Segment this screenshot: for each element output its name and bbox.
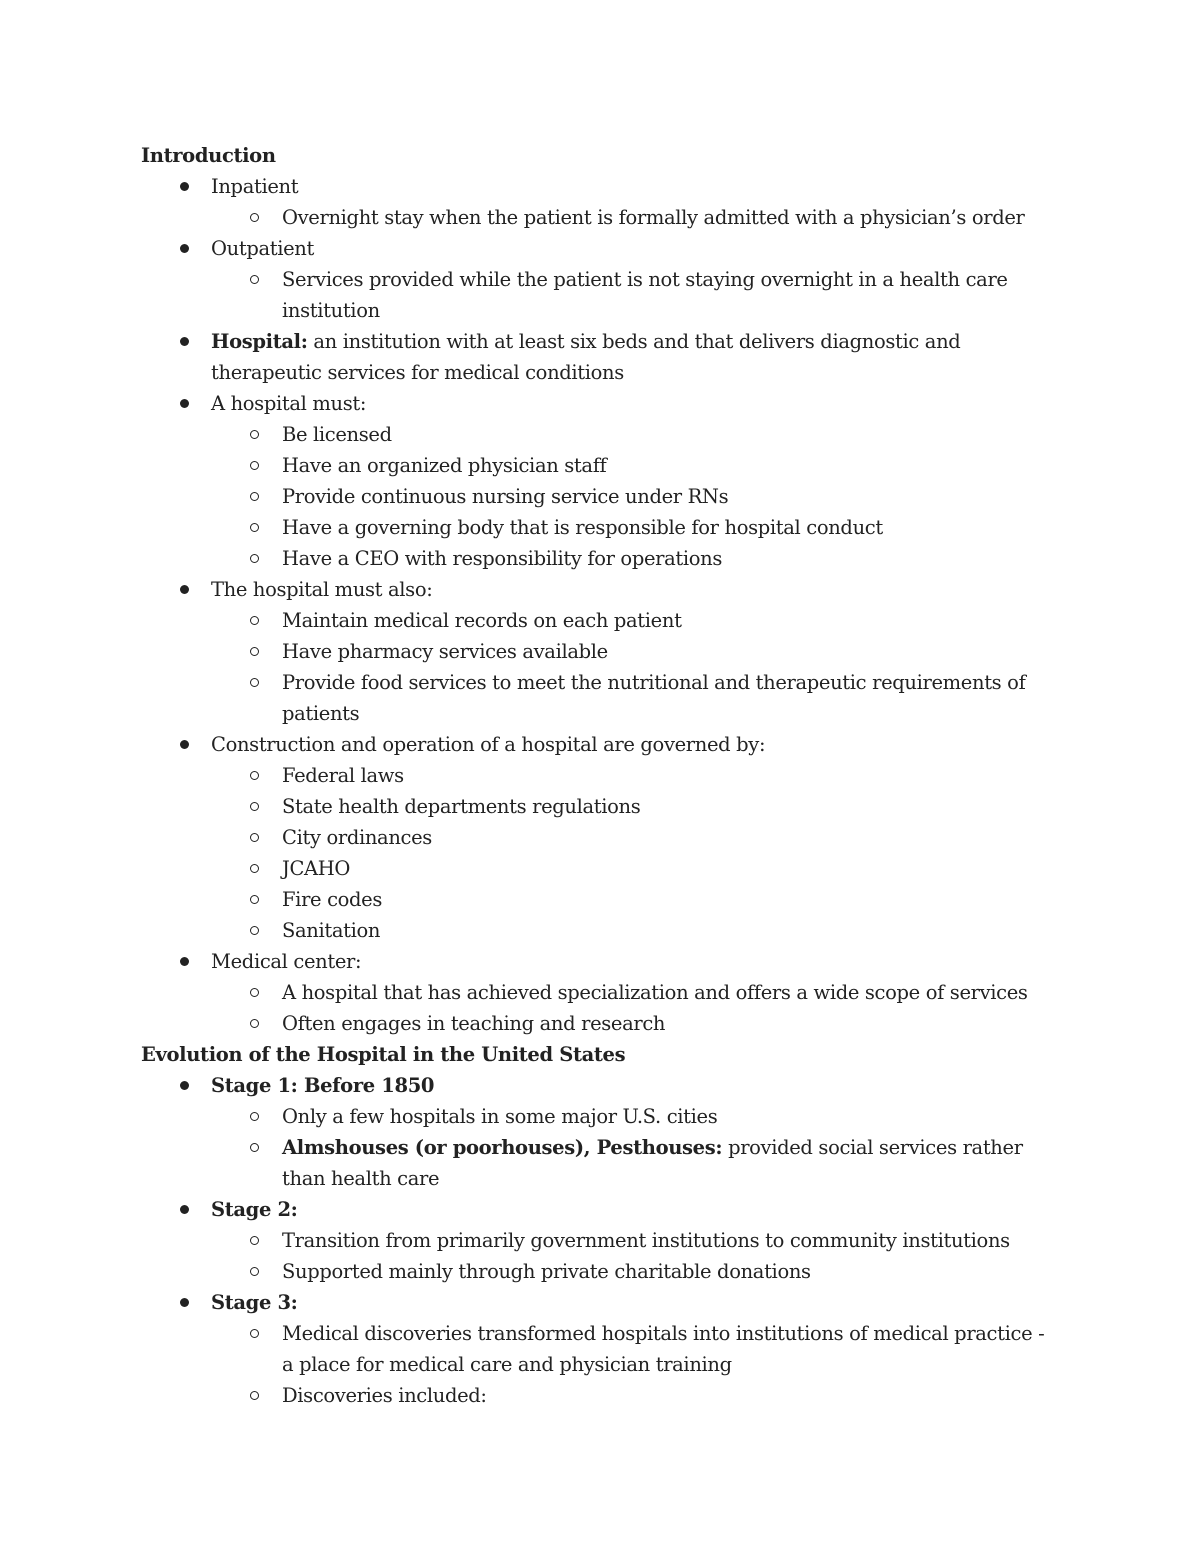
sub-list-item (211, 481, 1061, 512)
list-item (141, 233, 1061, 326)
list-item-text (211, 388, 1061, 419)
list-item-text (211, 1194, 1061, 1225)
sub-item-text: Medical discoveries transformed hospitals into institutions of medical practice - a place for medical care and physician training (282, 1322, 1045, 1376)
sub-item-text: JCAHO (282, 857, 351, 880)
sub-list-item (211, 264, 1061, 326)
list-item-text (211, 326, 1061, 388)
sub-list-item (211, 1101, 1061, 1132)
bullet-list (141, 171, 1061, 1039)
list-item (141, 388, 1061, 574)
sub-list-item (211, 1318, 1061, 1380)
sub-list-item (211, 822, 1061, 853)
sub-item-text: State health departments regulations (282, 795, 641, 818)
sub-item-text: City ordinances (282, 826, 432, 849)
sub-item-text: Federal laws (282, 764, 404, 787)
sub-list-item (211, 1225, 1061, 1256)
sub-item-text: Have a CEO with responsibility for operations (282, 547, 723, 570)
document-body (141, 140, 1061, 1411)
item-text: Medical center: (211, 950, 362, 973)
sub-item-text: Sanitation (282, 919, 381, 942)
sub-list-item (211, 977, 1061, 1008)
sub-bullet-list (141, 760, 1061, 946)
sub-item-text: Discoveries included: (282, 1384, 487, 1407)
list-item-text (211, 574, 1061, 605)
list-item-text (211, 729, 1061, 760)
sub-list-item (211, 512, 1061, 543)
section-heading: Evolution of the Hospital in the United States (141, 1043, 626, 1066)
list-item-text (211, 171, 1061, 202)
sub-item-text: provided social services rather than health care (282, 1136, 1023, 1190)
sub-list-item (211, 202, 1061, 233)
list-item-text (211, 946, 1061, 977)
sub-item-text: Have a governing body that is responsible for hospital conduct (282, 516, 883, 539)
list-item (141, 1194, 1061, 1287)
sub-list-item (211, 543, 1061, 574)
list-item-text (211, 233, 1061, 264)
bold-term: Hospital: (211, 330, 308, 353)
sub-item-text: Transition from primarily government institutions to community institutions (282, 1229, 1010, 1252)
bold-term: Stage 1: Before 1850 (211, 1074, 435, 1097)
item-text: The hospital must also: (211, 578, 433, 601)
sub-list-item (211, 1132, 1061, 1194)
sub-item-text: Only a few hospitals in some major U.S. cities (282, 1105, 718, 1128)
sub-bullet-list (141, 1225, 1061, 1287)
sub-bullet-list (141, 977, 1061, 1039)
sub-bullet-list (141, 202, 1061, 233)
sub-list-item (211, 760, 1061, 791)
list-item-text (211, 1070, 1061, 1101)
sub-bullet-list (141, 1318, 1061, 1411)
sub-list-item (211, 605, 1061, 636)
list-item (141, 326, 1061, 388)
item-text: an institution with at least six beds and that delivers diagnostic and therapeutic services for medical conditions (211, 330, 961, 384)
sub-item-text: Fire codes (282, 888, 383, 911)
sub-item-text: A hospital that has achieved specialization and offers a wide scope of services (282, 981, 1028, 1004)
bold-term: Almshouses (or poorhouses), Pesthouses: (282, 1136, 723, 1159)
bold-term: Stage 3: (211, 1291, 298, 1314)
bold-term: Stage 2: (211, 1198, 298, 1221)
section-heading: Introduction (141, 144, 276, 167)
sub-bullet-list (141, 1101, 1061, 1194)
sub-bullet-list (141, 605, 1061, 729)
sub-list-item (211, 636, 1061, 667)
sub-item-text: Have pharmacy services available (282, 640, 608, 663)
sub-item-text: Provide continuous nursing service under RNs (282, 485, 729, 508)
sub-item-text: Overnight stay when the patient is formally admitted with a physician’s order (282, 206, 1025, 229)
item-text: A hospital must: (211, 392, 367, 415)
item-text: Inpatient (211, 175, 299, 198)
item-text: Outpatient (211, 237, 314, 260)
sub-list-item (211, 791, 1061, 822)
list-item (141, 574, 1061, 729)
list-item (141, 946, 1061, 1039)
sub-list-item (211, 1008, 1061, 1039)
sub-item-text: Often engages in teaching and research (282, 1012, 666, 1035)
sub-item-text: Services provided while the patient is not staying overnight in a health care institution (282, 268, 1008, 322)
sub-list-item (211, 853, 1061, 884)
sub-item-text: Have an organized physician staff (282, 454, 607, 477)
bullet-list (141, 1070, 1061, 1411)
item-text: Construction and operation of a hospital are governed by: (211, 733, 766, 756)
list-item (141, 171, 1061, 233)
sub-list-item (211, 667, 1061, 729)
sub-list-item (211, 1380, 1061, 1411)
sub-item-text: Supported mainly through private charitable donations (282, 1260, 811, 1283)
sub-list-item (211, 884, 1061, 915)
sub-bullet-list (141, 264, 1061, 326)
list-item (141, 729, 1061, 946)
list-item (141, 1287, 1061, 1411)
sub-item-text: Maintain medical records on each patient (282, 609, 682, 632)
sub-item-text: Be licensed (282, 423, 392, 446)
sub-list-item (211, 450, 1061, 481)
list-item (141, 1070, 1061, 1194)
sub-bullet-list (141, 419, 1061, 574)
sub-list-item (211, 1256, 1061, 1287)
sub-list-item (211, 915, 1061, 946)
list-item-text (211, 1287, 1061, 1318)
sub-item-text: Provide food services to meet the nutritional and therapeutic requirements of patients (282, 671, 1026, 725)
sub-list-item (211, 419, 1061, 450)
